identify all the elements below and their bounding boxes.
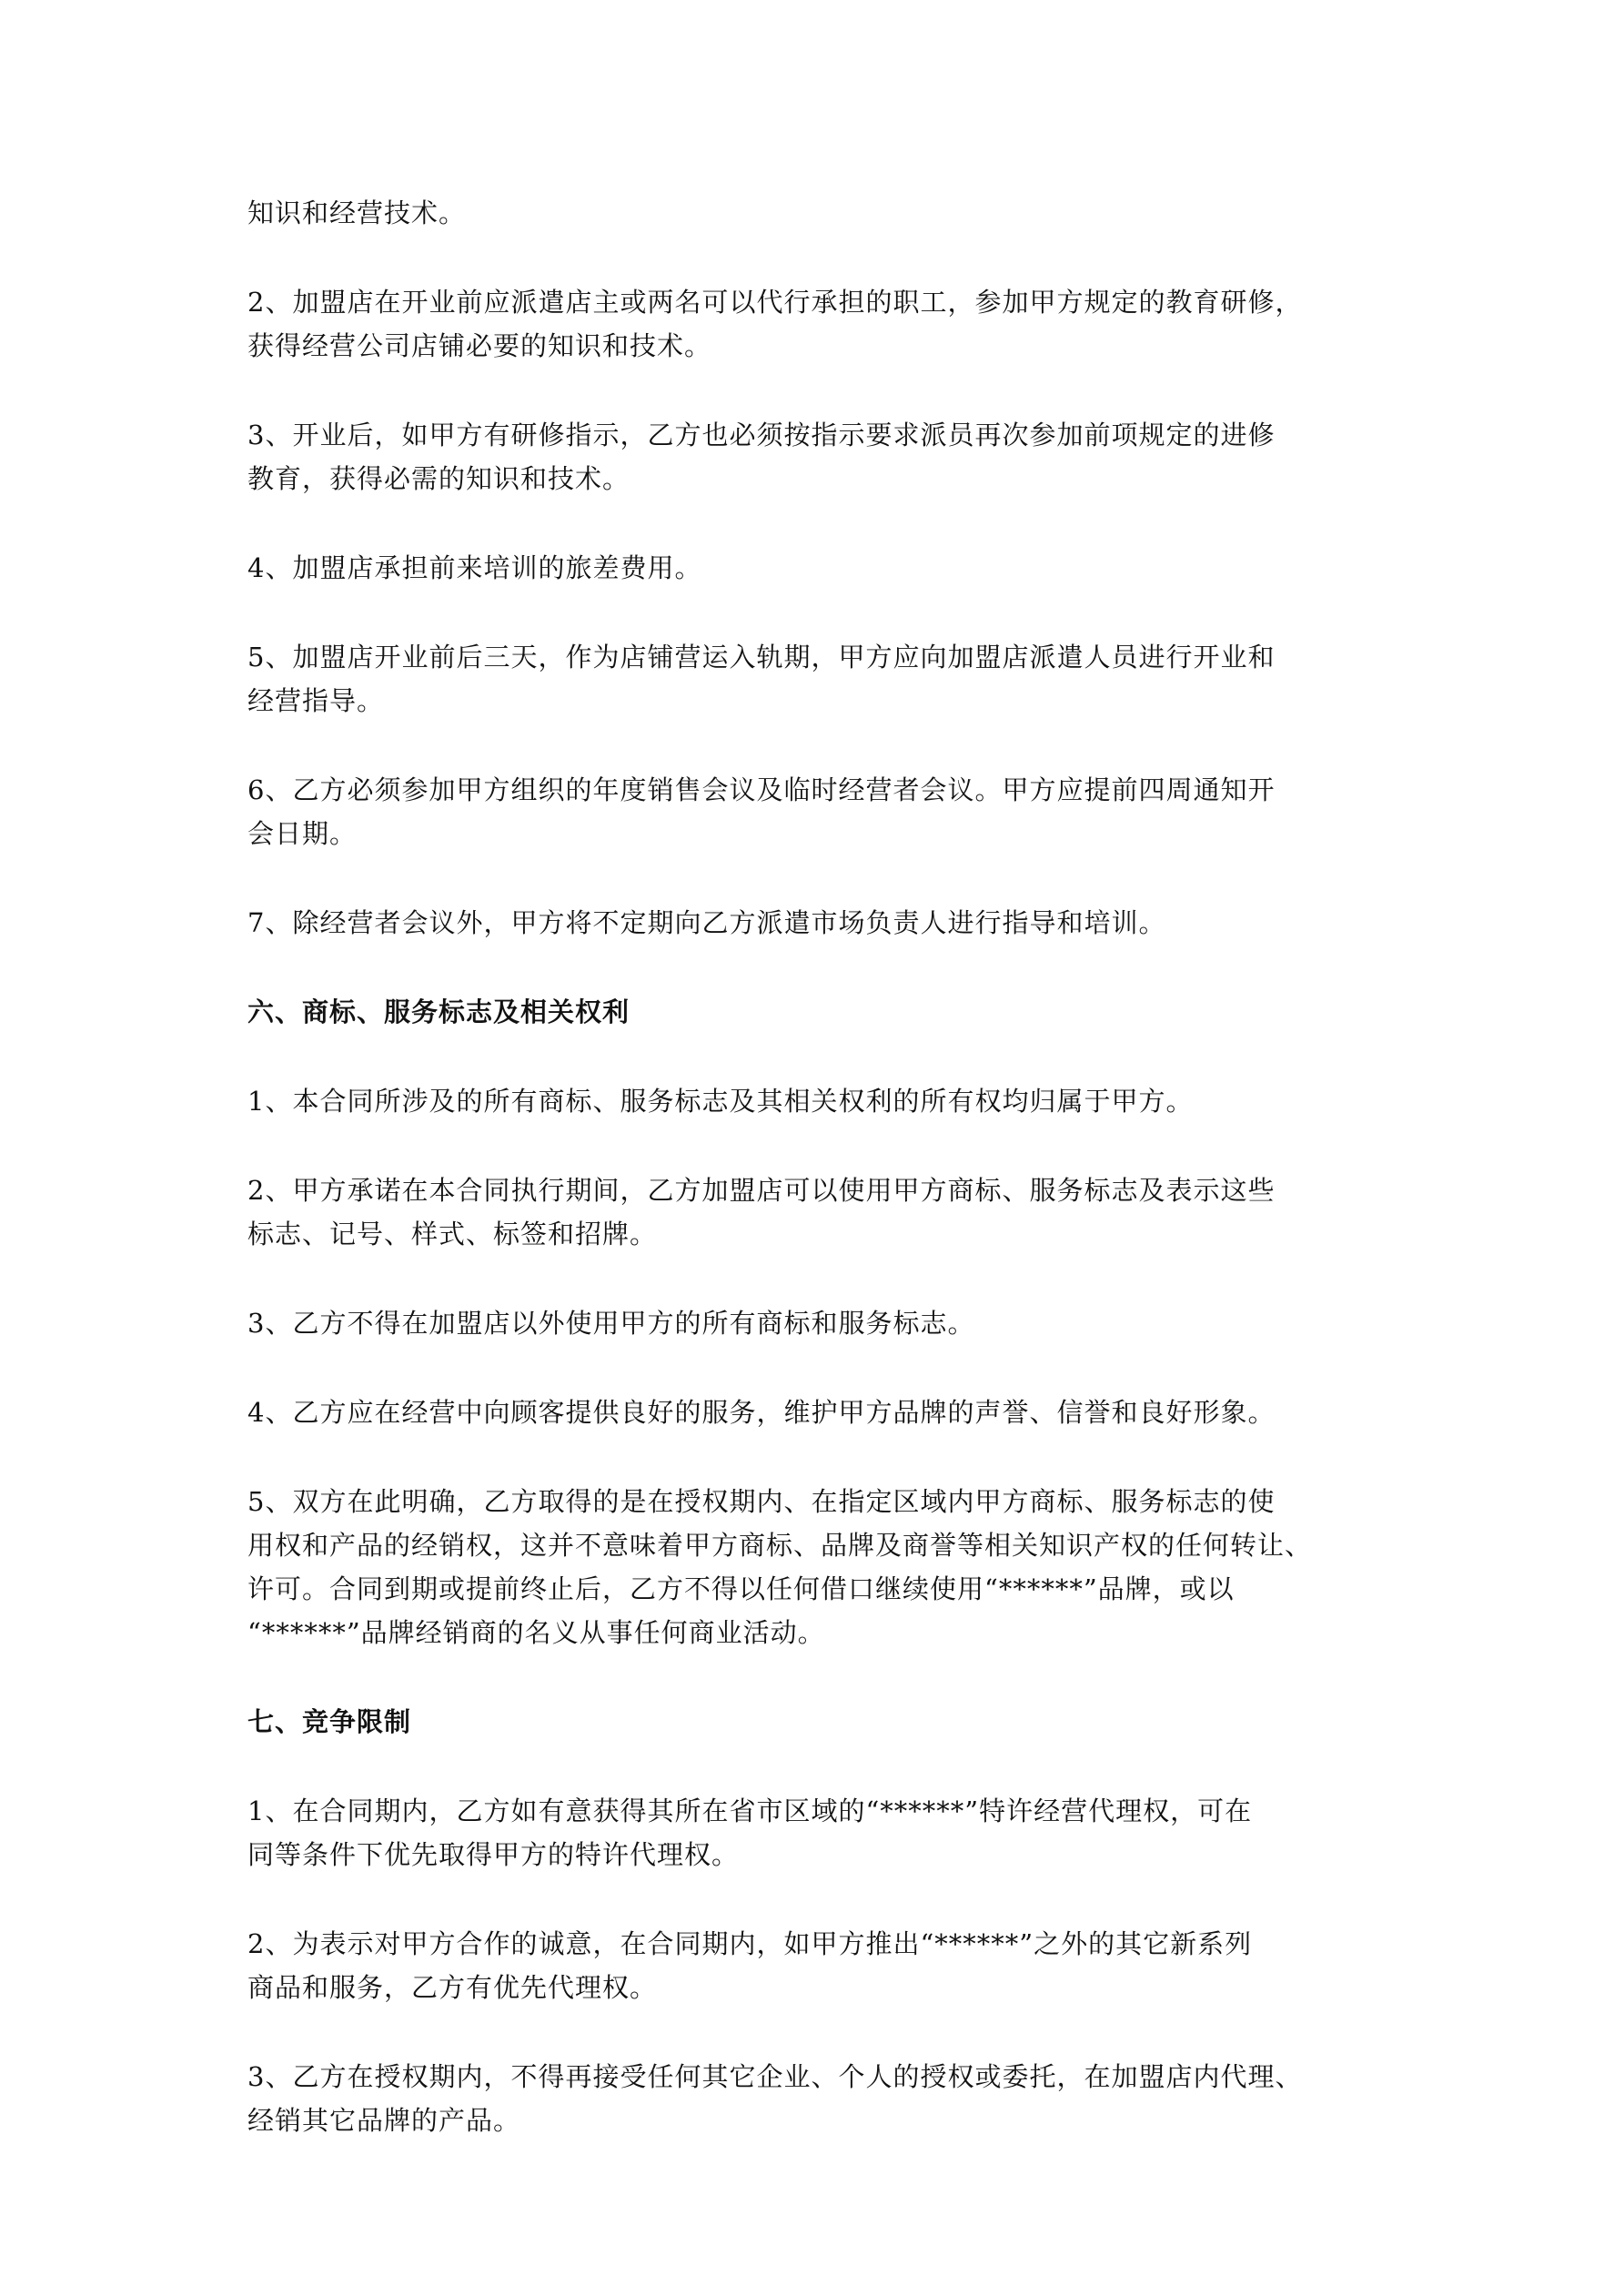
paragraph-knowledge-continuation (247, 191, 1394, 235)
section-heading-trademark (247, 990, 1394, 1034)
text-line: 经销其它品牌的产品。 (247, 2105, 521, 2136)
text-line: “******”品牌经销商的名义从事任何商业活动。 (247, 1617, 825, 1648)
text-line: 用权和产品的经销权，这并不意味着甲方商标、品牌及商誉等相关知识产权的任何转让、 (247, 1530, 1313, 1561)
text-line: 6、乙方必须参加甲方组织的年度销售会议及临时经营者会议。甲方应提前四周通知开 (247, 774, 1276, 805)
paragraph-annual-meeting (247, 768, 1394, 855)
text-line: 许可。合同到期或提前终止后，乙方不得以任何借口继续使用“******”品牌，或以 (247, 1573, 1235, 1604)
text-line: 会日期。 (247, 818, 358, 849)
text-line: 1、在合同期内，乙方如有意获得其所在省市区域的“******”特许经营代理权，可在 (247, 1795, 1253, 1826)
text-line: 经营指导。 (247, 685, 385, 716)
paragraph-training-before-opening (247, 280, 1394, 368)
paragraph-trademark-restriction (247, 1301, 1394, 1345)
text-line: 获得经营公司店铺必要的知识和技术。 (247, 330, 712, 361)
paragraph-trademark-use-right (247, 1168, 1394, 1256)
paragraph-market-guidance (247, 901, 1394, 945)
text-line: 六、商标、服务标志及相关权利 (247, 996, 630, 1027)
text-line: 3、开业后，如甲方有研修指示，乙方也必须按指示要求派员再次参加前项规定的进修 (247, 420, 1276, 450)
paragraph-authorization-scope (247, 1480, 1394, 1654)
text-line: 同等条件下优先取得甲方的特许代理权。 (247, 1839, 740, 1870)
text-line: 4、加盟店承担前来培训的旅差费用。 (247, 552, 702, 583)
text-line: 2、加盟店在开业前应派遣店主或两名可以代行承担的职工，参加甲方规定的教育研修， (247, 287, 1303, 318)
text-line: 知识和经营技术。 (247, 197, 467, 228)
text-line: 七、竞争限制 (247, 1706, 412, 1737)
paragraph-trademark-ownership (247, 1079, 1394, 1123)
document-body (247, 191, 1394, 2188)
text-line: 1、本合同所涉及的所有商标、服务标志及其相关权利的所有权均归属于甲方。 (247, 1086, 1194, 1117)
paragraph-opening-guidance (247, 635, 1394, 723)
text-line: 2、为表示对甲方合作的诚意，在合同期内，如甲方推出“******”之外的其它新系列 (247, 1928, 1253, 1959)
section-heading-competition (247, 1700, 1394, 1744)
paragraph-exclusivity (247, 2055, 1394, 2142)
text-line: 5、加盟店开业前后三天，作为店铺营运入轨期，甲方应向加盟店派遣人员进行开业和 (247, 642, 1276, 673)
text-line: 标志、记号、样式、标签和招牌。 (247, 1219, 658, 1249)
paragraph-new-series-priority (247, 1922, 1394, 2009)
text-line: 3、乙方在授权期内，不得再接受任何其它企业、个人的授权或委托，在加盟店内代理、 (247, 2061, 1303, 2092)
paragraph-travel-expenses (247, 546, 1394, 590)
paragraph-training-after-opening (247, 413, 1394, 501)
text-line: 商品和服务，乙方有优先代理权。 (247, 1972, 658, 2003)
text-line: 2、甲方承诺在本合同执行期间，乙方加盟店可以使用甲方商标、服务标志及表示这些 (247, 1175, 1276, 1206)
text-line: 7、除经营者会议外，甲方将不定期向乙方派遣市场负责人进行指导和培训。 (247, 907, 1166, 938)
paragraph-brand-image (247, 1391, 1394, 1434)
text-line: 教育，获得必需的知识和技术。 (247, 463, 630, 494)
text-line: 3、乙方不得在加盟店以外使用甲方的所有商标和服务标志。 (247, 1308, 975, 1339)
paragraph-priority-agency (247, 1789, 1394, 1876)
text-line: 4、乙方应在经营中向顾客提供良好的服务，维护甲方品牌的声誉、信誉和良好形象。 (247, 1397, 1276, 1428)
text-line: 5、双方在此明确，乙方取得的是在授权期内、在指定区域内甲方商标、服务标志的使 (247, 1486, 1276, 1517)
